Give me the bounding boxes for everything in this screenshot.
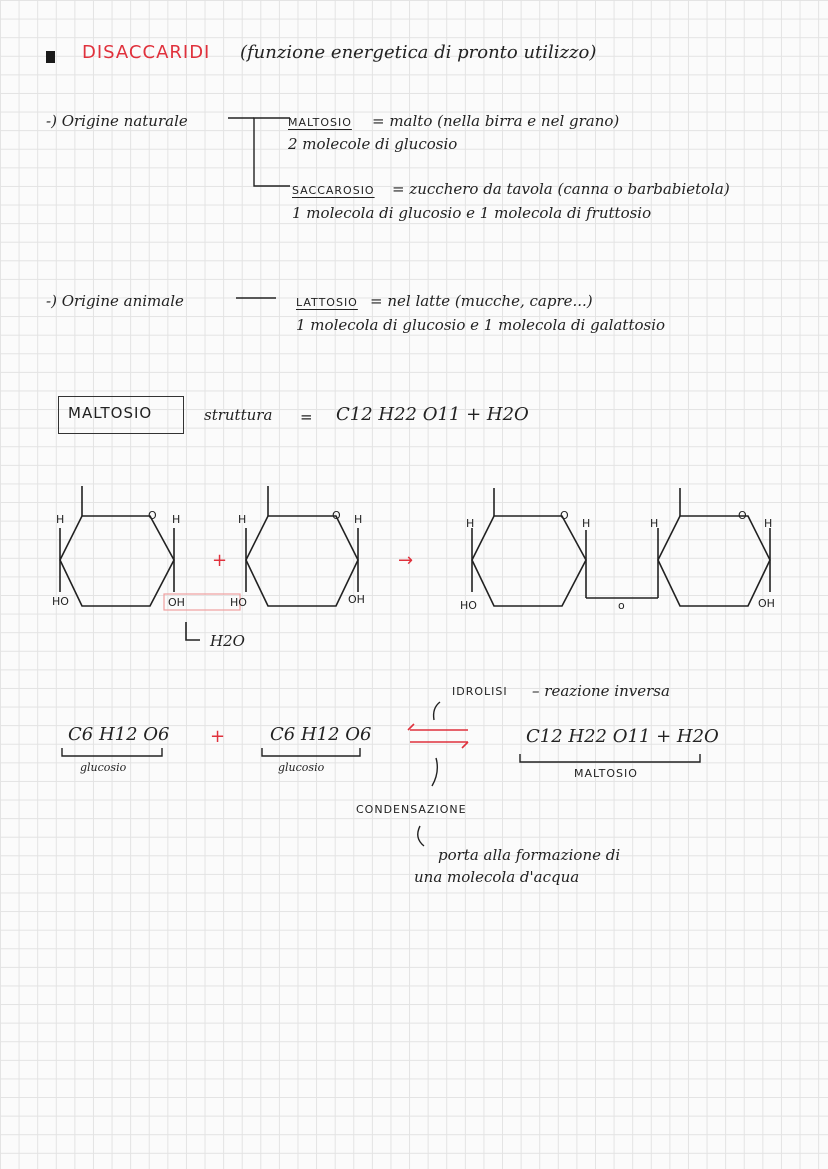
atom-h: H [650,517,659,530]
atom-h: H [238,513,247,526]
glucose-ring-middle [246,516,358,606]
equilibrium-arrows [408,724,468,748]
structure-label: struttura [204,406,273,424]
plus-sign: + [212,550,228,571]
atom-h: H [354,513,363,526]
bridge-oxygen: o [618,599,625,612]
atom-h: H [582,517,591,530]
atom-ho: HO [460,599,477,612]
atom-o: O [148,509,157,522]
condensation-note-pointer [418,826,424,846]
glucose-label-1: glucosio [80,761,127,774]
lactose-detail: 1 molecola di glucosio e 1 molecola di galattosio [296,316,666,334]
maltose-equation-formula: C12 H22 O11 + H2O [526,726,719,747]
water-product: H2O [210,632,245,650]
atom-h: H [764,517,773,530]
maltose-name: MALTOSIO [288,116,352,129]
glucose-label-2: glucosio [278,761,325,774]
atom-ho: HO [52,595,69,608]
sucrose-definition: = zucchero da tavola (canna o barbabietola) [392,180,730,198]
natural-origin-label: -) Origine naturale [46,112,188,130]
atom-o: O [560,509,569,522]
atom-o: O [332,509,341,522]
glucose-formula-2: C6 H12 O6 [270,724,372,745]
hydrolysis-label: IDROLISI [452,685,508,698]
atom-ho: HO [230,596,247,609]
hydrolysis-pointer [434,702,440,720]
atom-h: H [56,513,65,526]
glucose-formula-1: C6 H12 O6 [68,724,170,745]
condensation-note-2: una molecola d'acqua [414,868,580,886]
lactose-name: LATTOSIO [296,296,358,309]
condensation-pointer [432,758,437,786]
hydrolysis-note: – reazione inversa [532,682,670,700]
atom-oh: OH [168,596,185,609]
maltose-definition: = malto (nella birra e nel grano) [372,112,620,130]
equation-plus: + [210,726,226,747]
atom-o: O [738,509,747,522]
sucrose-detail: 1 molecola di glucosio e 1 molecola di fruttosio [292,204,652,222]
atom-h: H [466,517,475,530]
maltose-detail: 2 molecole di glucosio [288,135,458,153]
reaction-arrow: → [398,550,414,571]
page-subtitle: (funzione energetica di pronto utilizzo) [240,42,597,63]
page-title: DISACCARIDI [82,42,211,63]
water-hook [186,622,200,640]
condensation-label: CONDENSAZIONE [356,803,467,816]
sucrose-name: SACCAROSIO [292,184,375,197]
condensation-note-1: porta alla formazione di [438,846,621,864]
structure-equals: = [300,408,313,426]
atom-h: H [172,513,181,526]
maltose-equation-label: MALTOSIO [574,767,638,780]
maltose-formula: C12 H22 O11 + H2O [336,404,529,425]
glucose-ring-left [60,516,174,606]
maltose-ring-left [472,516,586,606]
maltose-boxed-label: MALTOSIO [68,404,153,422]
atom-oh: OH [348,593,365,606]
animal-origin-label: -) Origine animale [46,292,184,310]
atom-oh: OH [758,597,775,610]
lactose-definition: = nel latte (mucche, capre...) [370,292,593,310]
